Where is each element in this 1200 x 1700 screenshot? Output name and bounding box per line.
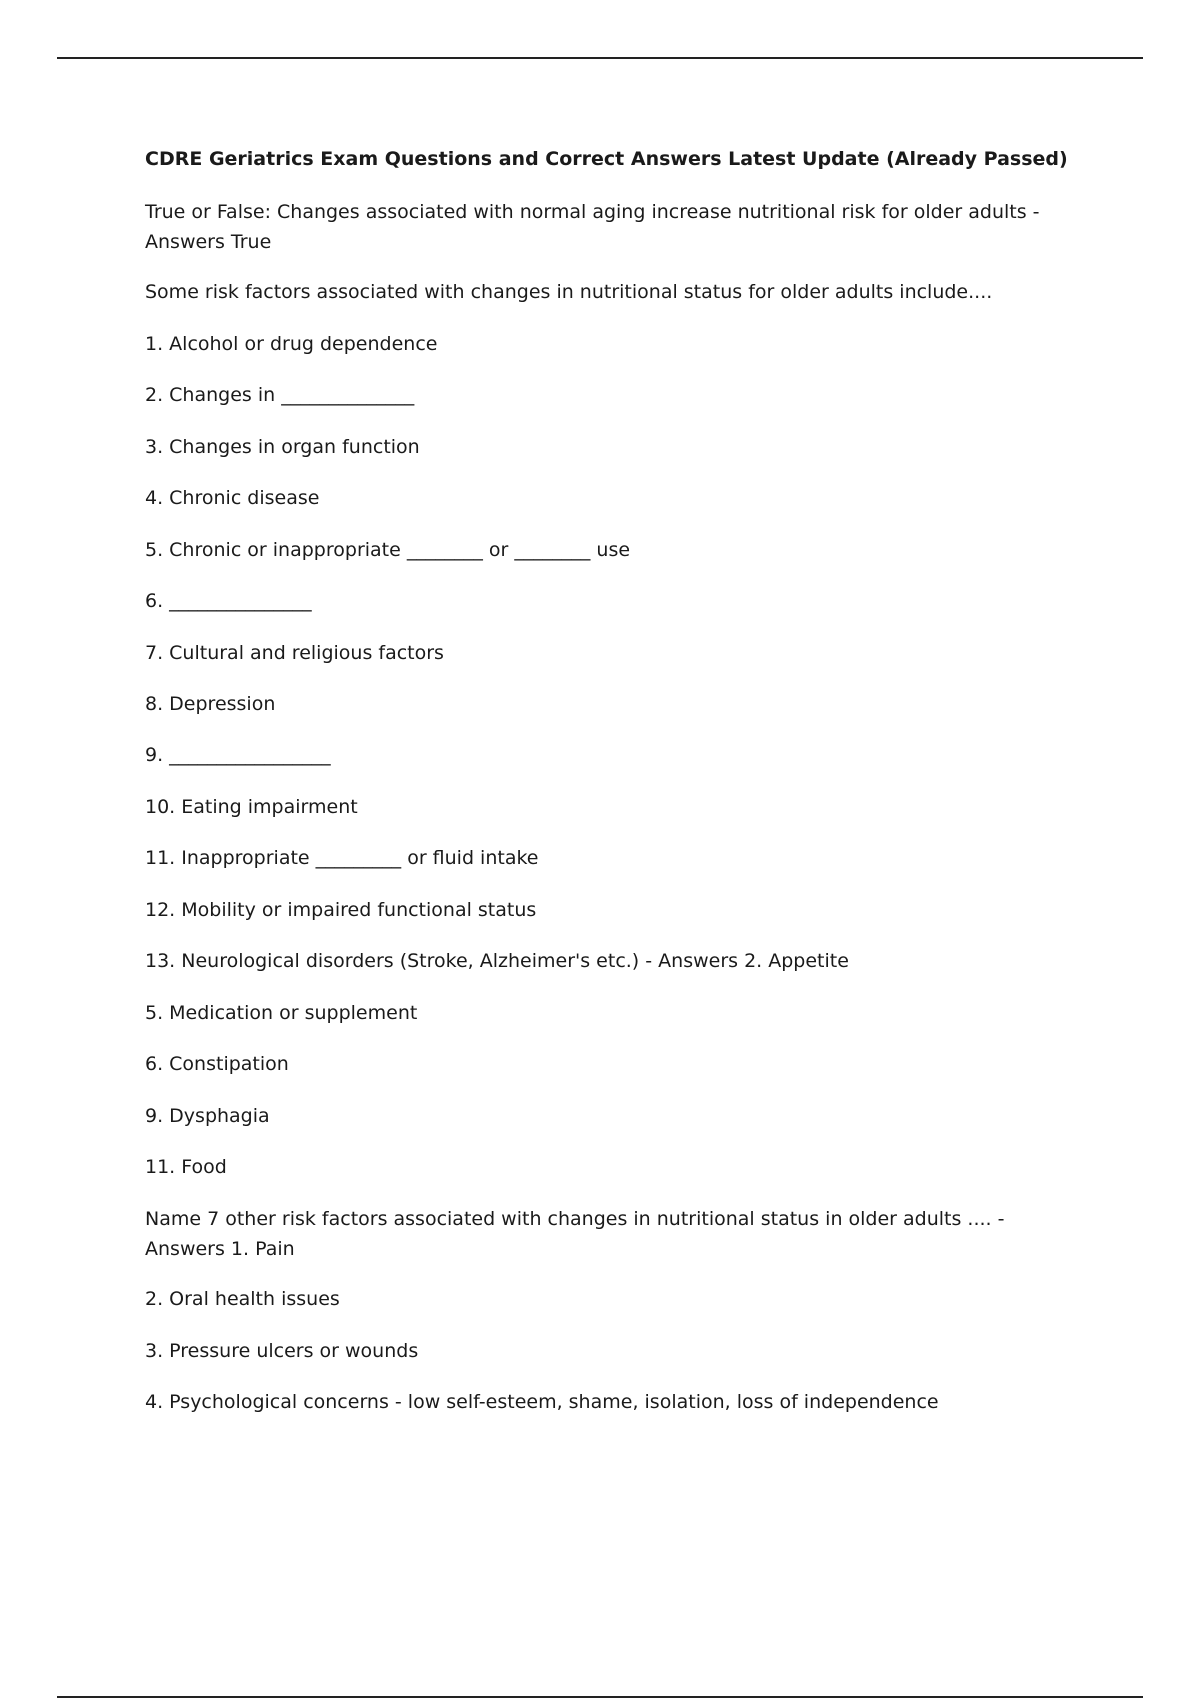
list-item: 12. Mobility or impaired functional status — [145, 899, 537, 921]
list-item: 7. Cultural and religious factors — [145, 642, 444, 664]
list-item: 11. Inappropriate _________ or fluid intake — [145, 847, 539, 869]
list-item: 3. Changes in organ function — [145, 436, 420, 458]
question-risk-factors: Some risk factors associated with changes in nutritional status for older adults include.... — [145, 281, 993, 303]
answer-item: 11. Food — [145, 1156, 227, 1178]
list-item: 2. Changes in ______________ — [145, 384, 415, 406]
question-true-false: True or False: Changes associated with normal aging increase nutritional risk for older adults - Answers True — [145, 201, 1040, 253]
list-item: 1. Alcohol or drug dependence — [145, 333, 438, 355]
list-item: 4. Chronic disease — [145, 487, 320, 509]
list-item: 9. _________________ — [145, 744, 331, 766]
bottom-divider — [57, 1696, 1143, 1698]
answer-item: 5. Medication or supplement — [145, 1002, 418, 1024]
list-item: 13. Neurological disorders (Stroke, Alzheimer's etc.) - Answers 2. Appetite — [145, 950, 849, 972]
question-other-risk-factors: Name 7 other risk factors associated with changes in nutritional status in older adults .... - Answers 1. Pain — [145, 1208, 1005, 1260]
list-item: 8. Depression — [145, 693, 276, 715]
answer-item: 9. Dysphagia — [145, 1105, 270, 1127]
list-item: 10. Eating impairment — [145, 796, 358, 818]
document-title: CDRE Geriatrics Exam Questions and Correct Answers Latest Update (Already Passed) — [145, 148, 1068, 170]
answer-item: 6. Constipation — [145, 1053, 289, 1075]
list-item: 5. Chronic or inappropriate ________ or ________ use — [145, 539, 631, 561]
answer-item: 4. Psychological concerns - low self-esteem, shame, isolation, loss of independence — [145, 1391, 939, 1413]
list-item: 6. _______________ — [145, 590, 312, 612]
top-divider — [57, 57, 1143, 59]
answer-item: 3. Pressure ulcers or wounds — [145, 1340, 419, 1362]
answer-item: 2. Oral health issues — [145, 1288, 340, 1310]
